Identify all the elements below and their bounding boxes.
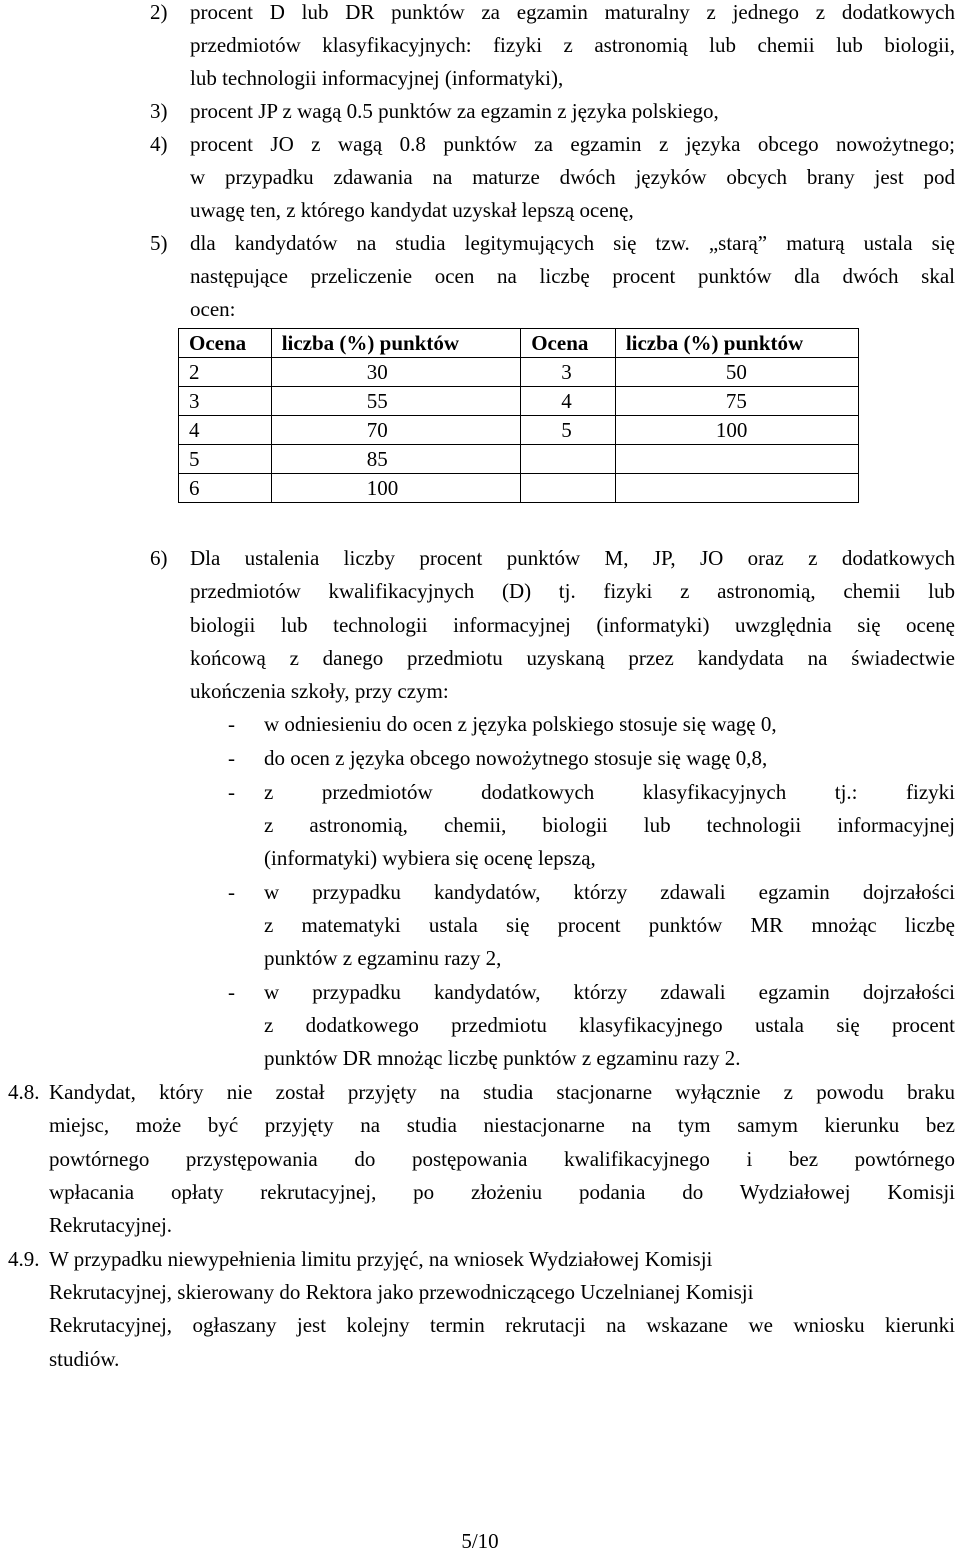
table-cell: 5 [179, 445, 272, 474]
item-number: 5) [150, 231, 168, 255]
text-line: Rekrutacyjnej, skierowany do Rektora jako przewodniczącego Uczelnianej Komisji [49, 1280, 754, 1304]
text-line: w odniesieniu do ocen z języka polskiego stosuje się wagę 0, [264, 712, 777, 736]
table-row [179, 445, 859, 474]
item-number: 6) [150, 546, 168, 570]
table-cell [615, 445, 858, 474]
text-line: w przypadku kandydatów, którzy zdawali egzamin dojrzałości [264, 980, 955, 1004]
table-row [179, 358, 859, 387]
table-cell: 75 [615, 387, 858, 416]
text-line: (informatyki) wybiera się ocenę lepszą, [264, 846, 596, 870]
text-line: W przypadku niewypełnienia limitu przyjęć, na wniosek Wydziałowej Komisji [49, 1247, 713, 1271]
table-cell: 100 [615, 416, 858, 445]
text-line: wpłacania opłaty rekrutacyjnej, po złożeniu podania do Wydziałowej Komisji [49, 1180, 955, 1204]
text-line: uwagę ten, z którego kandydat uzyskał lepszą ocenę, [190, 198, 634, 222]
score-conversion-table [178, 328, 859, 503]
bullet-dash: - [228, 880, 235, 904]
table-cell [521, 445, 616, 474]
table-cell: 50 [615, 358, 858, 387]
text-line: do ocen z języka obcego nowożytnego stosuje się wagę 0,8, [264, 746, 768, 770]
table-cell [521, 474, 616, 503]
header-cell: liczba (%) punktów [615, 329, 858, 358]
text-line: następujące przeliczenie ocen na liczbę procent punktów dla dwóch skal [190, 264, 955, 288]
bullet-dash: - [228, 780, 235, 804]
table-header-row [179, 329, 859, 358]
table-cell: 4 [179, 416, 272, 445]
table-cell: 3 [179, 387, 272, 416]
text-line: procent JP z wagą 0.5 punktów za egzamin z języka polskiego, [190, 99, 719, 123]
text-line: biologii lub technologii informacyjnej (informatyki) uwzględnia się ocenę [190, 613, 955, 637]
table-cell: 5 [521, 416, 616, 445]
text-line: z przedmiotów dodatkowych klasyfikacyjnych tj.: fizyki [264, 780, 955, 804]
table-row [179, 416, 859, 445]
text-line: końcową z danego przedmiotu uzyskaną przez kandydata na świadectwie [190, 646, 955, 670]
header-cell: Ocena [179, 329, 272, 358]
page-number: 5/10 [461, 1529, 499, 1553]
text-line: ocen: [190, 297, 236, 321]
table-cell: 70 [271, 416, 521, 445]
text-line: powtórnego przystępowania do postępowania kwalifikacyjnego i bez powtórnego [49, 1147, 955, 1171]
text-line: ukończenia szkoły, przy czym: [190, 679, 449, 703]
section-number: 4.8. [8, 1080, 40, 1104]
text-line: z dodatkowego przedmiotu klasyfikacyjnego ustala się procent [264, 1013, 955, 1037]
table-row [179, 474, 859, 503]
table-cell: 3 [521, 358, 616, 387]
text-line: z astronomią, chemii, biologii lub technologii informacyjnej [264, 813, 955, 837]
text-line: w przypadku kandydatów, którzy zdawali egzamin dojrzałości [264, 880, 955, 904]
bullet-dash: - [228, 712, 235, 736]
text-line: studiów. [49, 1347, 120, 1371]
table-cell: 6 [179, 474, 272, 503]
text-line: Dla ustalenia liczby procent punktów M, JP, JO oraz z dodatkowych [190, 546, 955, 570]
header-cell: Ocena [521, 329, 616, 358]
bullet-dash: - [228, 746, 235, 770]
text-line: Rekrutacyjnej. [49, 1213, 173, 1237]
item-number: 3) [150, 99, 168, 123]
table-cell: 100 [271, 474, 521, 503]
table-cell: 2 [179, 358, 272, 387]
text-line: przedmiotów klasyfikacyjnych: fizyki z astronomią lub chemii lub biologii, [190, 33, 955, 57]
header-cell: liczba (%) punktów [271, 329, 521, 358]
text-line: dla kandydatów na studia legitymujących się tzw. „starą” maturą ustala się [190, 231, 955, 255]
text-line: przedmiotów kwalifikacyjnych (D) tj. fizyki z astronomią, chemii lub [190, 579, 955, 603]
text-line: Kandydat, który nie został przyjęty na studia stacjonarne wyłącznie z powodu braku [49, 1080, 955, 1104]
text-line: punktów DR mnożąc liczbę punktów z egzaminu razy 2. [264, 1046, 741, 1070]
text-line: lub technologii informacyjnej (informatyki), [190, 66, 564, 90]
table-cell: 4 [521, 387, 616, 416]
text-line: z matematyki ustala się procent punktów MR mnożąc liczbę [264, 913, 955, 937]
text-line: w przypadku zdawania na maturze dwóch języków obcych brany jest pod [190, 165, 955, 189]
table-row [179, 387, 859, 416]
bullet-dash: - [228, 980, 235, 1004]
item-number: 2) [150, 0, 168, 24]
table-cell: 30 [271, 358, 521, 387]
item-number: 4) [150, 132, 168, 156]
text-line: procent JO z wagą 0.8 punktów za egzamin z języka obcego nowożytnego; [190, 132, 955, 156]
section-number: 4.9. [8, 1247, 40, 1271]
table-cell [615, 474, 858, 503]
table-cell: 55 [271, 387, 521, 416]
text-line: punktów z egzaminu razy 2, [264, 946, 502, 970]
text-line: Rekrutacyjnej, ogłaszany jest kolejny termin rekrutacji na wskazane we wniosku kierunki [49, 1313, 955, 1337]
text-line: procent D lub DR punktów za egzamin maturalny z jednego z dodatkowych [190, 0, 955, 24]
text-line: miejsc, może być przyjęty na studia niestacjonarne na tym samym kierunku bez [49, 1113, 955, 1137]
table-cell: 85 [271, 445, 521, 474]
